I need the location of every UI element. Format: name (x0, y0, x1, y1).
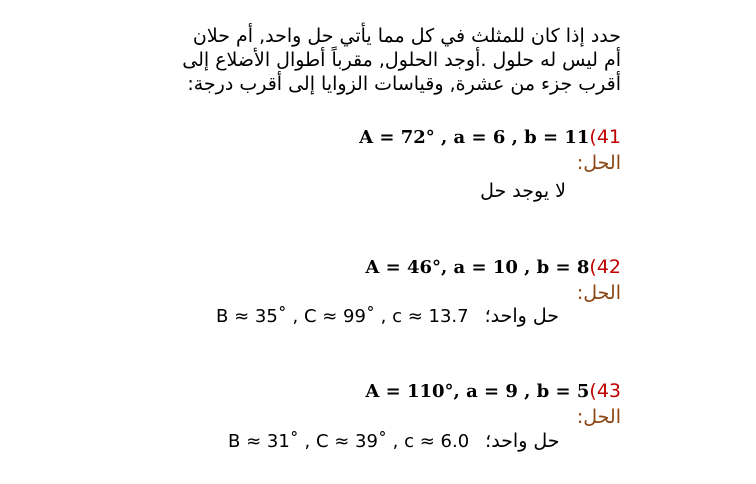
problem-43-solution-label: الحل: (576, 406, 621, 428)
problem-41-answer: لا يوجد حل (480, 180, 566, 202)
problem-42-solution-label: الحل: (576, 282, 621, 304)
problem-41-number: (41 (589, 126, 621, 148)
problem-42-answer-prefix: حل واحد؛ (484, 305, 559, 327)
problem-42-given: A = 46°, a = 10 , b = 8 (365, 257, 590, 278)
problem-42 (365, 256, 621, 278)
instructions-line-1: حدد إذا كان للمثلث في كل مما يأتي حل واحد, أم حلان (192, 25, 621, 47)
problem-42-answer (216, 305, 559, 327)
problem-42-number: (42 (589, 256, 621, 278)
problem-41-solution-label: الحل: (576, 152, 621, 174)
problem-41-given: A = 72° , a = 6 , b = 11 (359, 127, 590, 148)
instructions-line-3: أقرب جزء من عشرة, وقياسات الزوايا إلى أقرب درجة: (187, 73, 621, 95)
problem-43-given: A = 110°, a = 9 , b = 5 (365, 381, 590, 402)
problem-43-number: (43 (589, 380, 621, 402)
problem-42-answer-values: B ≈ 35˚ , C ≈ 99˚ , c ≈ 13.7 (216, 306, 469, 327)
instructions (121, 24, 621, 96)
problem-41 (359, 126, 621, 148)
problem-43 (365, 380, 621, 402)
problem-43-answer-prefix: حل واحد؛ (485, 430, 560, 452)
problem-43-answer-values: B ≈ 31˚ , C ≈ 39˚ , c ≈ 6.0 (228, 431, 470, 452)
instructions-line-2: أم ليس له حلول .أوجد الحلول, مقرباً أطوال الأضلاع إلى (182, 49, 621, 71)
problem-43-answer (228, 430, 560, 452)
